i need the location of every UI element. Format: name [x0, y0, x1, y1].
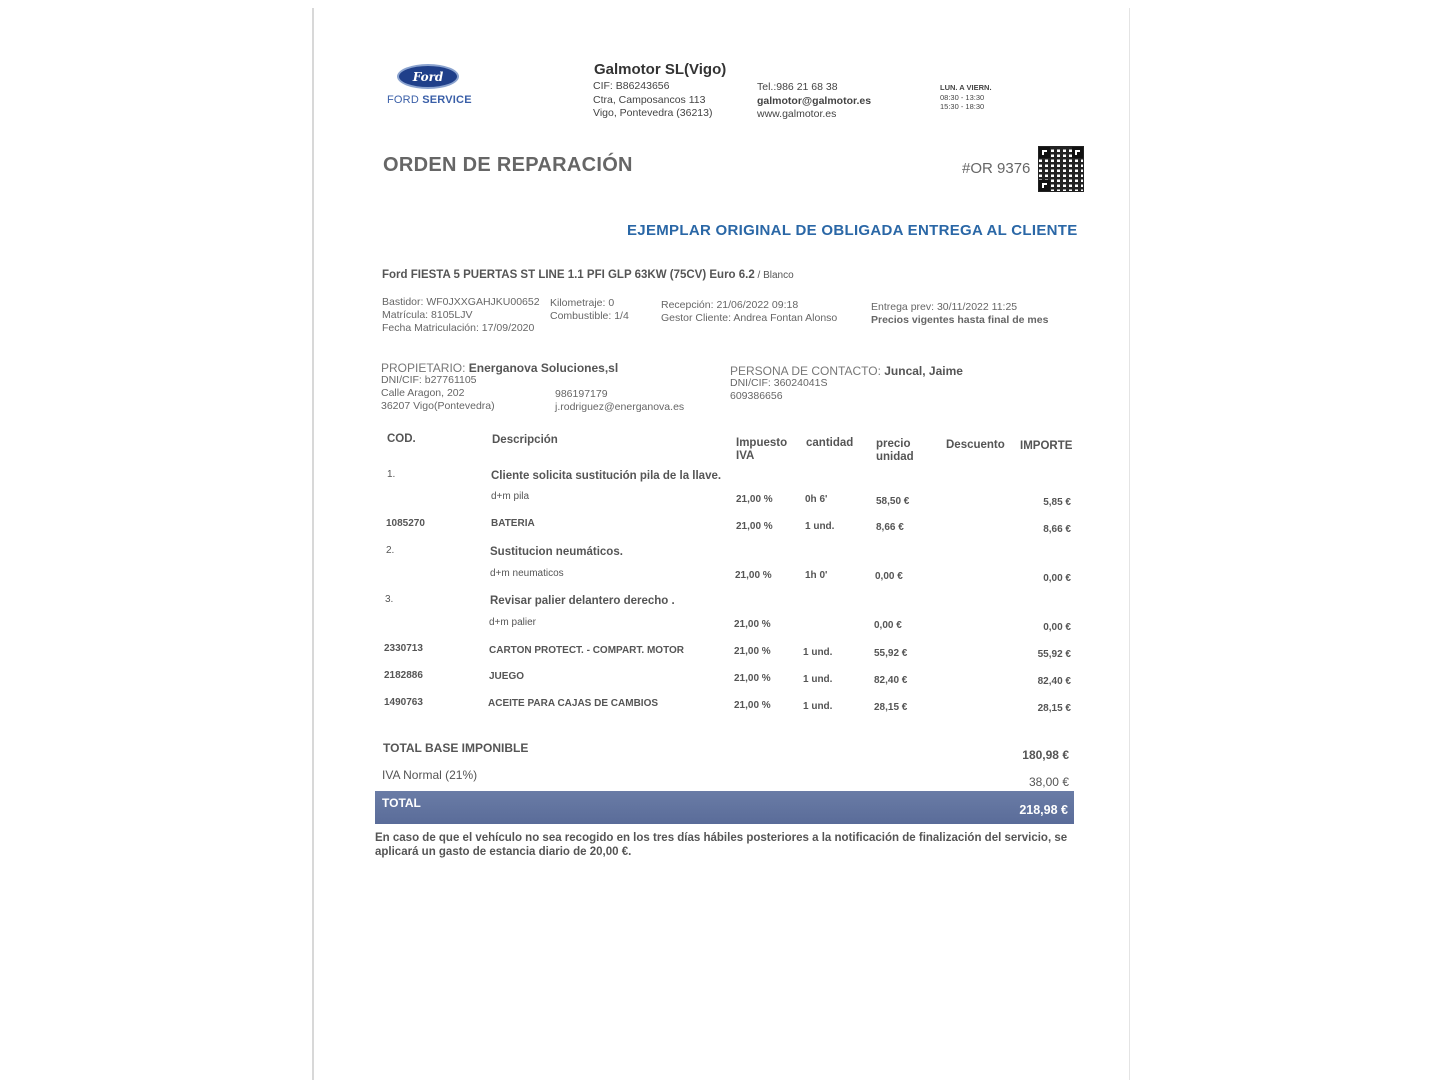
col-header-cantidad: cantidad: [806, 437, 854, 449]
storage-fee-notice: En caso de que el vehículo no sea recogido en los tres días hábiles posteriores a la notificación de finalización del servicio, se aplicará un gasto de estancia diario de 20,00 €.: [375, 832, 1068, 858]
row-description: ACEITE PARA CAJAS DE CAMBIOS: [488, 698, 659, 709]
row-iva: 21,00 %: [735, 570, 772, 581]
hours-title: LUN. A VIERN.: [940, 83, 992, 92]
owner-contact: [555, 388, 684, 414]
row-cod: 2.: [386, 545, 395, 556]
owner-dni: DNI/CIF: b27761105: [381, 374, 477, 386]
qr-finder-icon: [1039, 180, 1050, 191]
dealer-web: www.galmotor.es: [757, 108, 837, 120]
row-iva: 21,00 %: [734, 673, 771, 684]
row-price: 8,66 €: [876, 522, 904, 533]
contact-dni: DNI/CIF: 36024041S: [730, 377, 828, 389]
reception-date: Recepción: 21/06/2022 09:18: [661, 299, 799, 311]
contact-heading: PERSONA DE CONTACTO: Juncal, Jaime: [730, 364, 963, 378]
row-cod: 1490763: [384, 697, 423, 708]
row-qty: 1 und.: [805, 521, 835, 532]
contact-details: [730, 377, 827, 403]
row-cod: 2330713: [384, 643, 423, 654]
vehicle-combustible: Combustible: 1/4: [550, 310, 629, 322]
hours-afternoon: 15:30 - 18:30: [940, 102, 985, 111]
row-iva: 21,00 %: [734, 700, 771, 711]
original-copy-banner: EJEMPLAR ORIGINAL DE OBLIGADA ENTREGA AL CLIENTE: [627, 222, 1078, 239]
row-description: d+m neumaticos: [490, 568, 564, 579]
qr-code-icon: [1038, 146, 1084, 192]
base-label: TOTAL BASE IMPONIBLE: [383, 741, 529, 755]
iva-value: 38,00 €: [1028, 775, 1069, 789]
vehicle-state-block: [550, 297, 629, 323]
owner-email: j.rodriguez@energanova.es: [555, 401, 685, 413]
vehicle-model: Ford FIESTA 5 PUERTAS ST LINE 1.1 PFI GLP 63KW (75CV) Euro 6.2 / Blanco: [382, 269, 794, 281]
row-cod: 2182886: [384, 670, 423, 681]
vehicle-fecha-matriculacion: Fecha Matriculación: 17/09/2020: [382, 322, 535, 334]
row-amount: 55,92 €: [1037, 649, 1071, 660]
dealer-phone: Tel.:986 21 68 38: [757, 81, 838, 93]
row-cod: 1085270: [386, 518, 425, 529]
col-header-importe: IMPORTE: [1020, 440, 1073, 452]
row-price: 58,50 €: [876, 496, 910, 507]
row-qty: 1 und.: [803, 701, 833, 712]
row-description: BATERIA: [491, 518, 535, 529]
row-group-description: Revisar palier delantero derecho .: [490, 595, 675, 607]
row-iva: 21,00 %: [736, 521, 773, 532]
row-amount: 0,00 €: [1043, 622, 1071, 633]
ford-logo-icon: [397, 64, 459, 89]
row-price: 28,15 €: [874, 702, 908, 713]
vehicle-color: / Blanco: [754, 270, 794, 281]
row-price: 0,00 €: [874, 620, 902, 631]
ford-logo-text: Ford: [412, 69, 444, 84]
row-description: d+m pila: [491, 491, 530, 502]
contact-phone: 609386656: [730, 390, 783, 402]
row-qty: 1 und.: [803, 674, 833, 685]
ford-service-label: FORD SERVICE: [387, 94, 472, 106]
customer-manager: Gestor Cliente: Andrea Fontan Alonso: [661, 312, 838, 324]
dealer-address-line2: Vigo, Pontevedra (36213): [593, 107, 713, 119]
dealer-cif: CIF: B86243656: [593, 80, 670, 92]
dealer-name: Galmotor SL(Vigo): [594, 61, 727, 78]
col-header-descuento: Descuento: [946, 439, 1005, 451]
row-price: 55,92 €: [874, 648, 908, 659]
total-bar: [375, 791, 1074, 824]
row-description: CARTON PROTECT. - COMPART. MOTOR: [489, 645, 684, 656]
base-value: 180,98 €: [1022, 748, 1069, 762]
row-amount: 82,40 €: [1037, 676, 1071, 687]
row-cod: 1.: [387, 469, 396, 480]
vehicle-id-block: [382, 296, 540, 335]
row-group-description: Sustitucion neumáticos.: [490, 546, 623, 558]
row-amount: 28,15 €: [1037, 703, 1071, 714]
row-qty: 1h 0': [805, 570, 828, 581]
row-iva: 21,00 %: [734, 646, 771, 657]
vehicle-bastidor: Bastidor: WF0JXXGAHJKU00652: [382, 296, 540, 308]
row-description: JUEGO: [489, 671, 525, 682]
owner-phone: 986197179: [555, 388, 608, 400]
vehicle-matricula: Matrícula: 8105LJV: [382, 309, 473, 321]
row-price: 82,40 €: [874, 675, 908, 686]
opening-hours: [940, 83, 992, 112]
document-title: ORDEN DE REPARACIÓN: [383, 154, 633, 176]
qr-finder-icon: [1072, 147, 1083, 158]
order-number: #OR 9376: [962, 160, 1031, 177]
owner-heading: PROPIETARIO: Energanova Soluciones,sl: [381, 361, 619, 375]
col-header-cod: COD.: [387, 433, 416, 445]
row-cod: 3.: [385, 594, 394, 605]
col-header-impuesto: Impuesto IVA: [736, 437, 788, 462]
row-price: 0,00 €: [875, 571, 903, 582]
row-qty: 0h 6': [805, 494, 828, 505]
total-value: 218,98 €: [1019, 803, 1068, 817]
dealer-address-block: [593, 80, 712, 121]
qr-finder-icon: [1039, 147, 1050, 158]
row-amount: 8,66 €: [1043, 524, 1071, 535]
dealer-address-line1: Ctra, Camposancos 113: [593, 93, 706, 106]
col-header-precio: precio unidad: [876, 438, 914, 463]
row-iva: 21,00 %: [734, 619, 771, 630]
owner-city: 36207 Vigo(Pontevedra): [381, 400, 495, 412]
contact-name: Juncal, Jaime: [884, 364, 963, 378]
owner-details: [381, 374, 495, 413]
expected-delivery: Entrega prev: 30/11/2022 11:25: [871, 301, 1018, 313]
owner-address: Calle Aragon, 202: [381, 387, 465, 399]
col-header-descripcion: Descripción: [492, 434, 558, 446]
total-label: TOTAL: [382, 796, 421, 810]
dealer-email: galmotor@galmotor.es: [757, 94, 872, 107]
iva-label: IVA Normal (21%): [382, 768, 478, 782]
dealer-contact-block: [757, 81, 871, 122]
row-amount: 5,85 €: [1043, 497, 1071, 508]
row-description: d+m palier: [489, 617, 536, 628]
row-qty: 1 und.: [803, 647, 833, 658]
hours-morning: 08:30 - 13:30: [940, 92, 985, 102]
row-group-description: Cliente solicita sustitución pila de la llave.: [491, 470, 722, 482]
price-validity-note: Precios vigentes hasta final de mes: [871, 314, 1049, 326]
row-amount: 0,00 €: [1043, 573, 1071, 584]
vehicle-kilometraje: Kilometraje: 0: [550, 297, 615, 309]
row-iva: 21,00 %: [736, 494, 773, 505]
reception-block: [661, 299, 837, 325]
owner-name: Energanova Soluciones,sl: [468, 361, 619, 375]
delivery-block: [871, 301, 1048, 327]
